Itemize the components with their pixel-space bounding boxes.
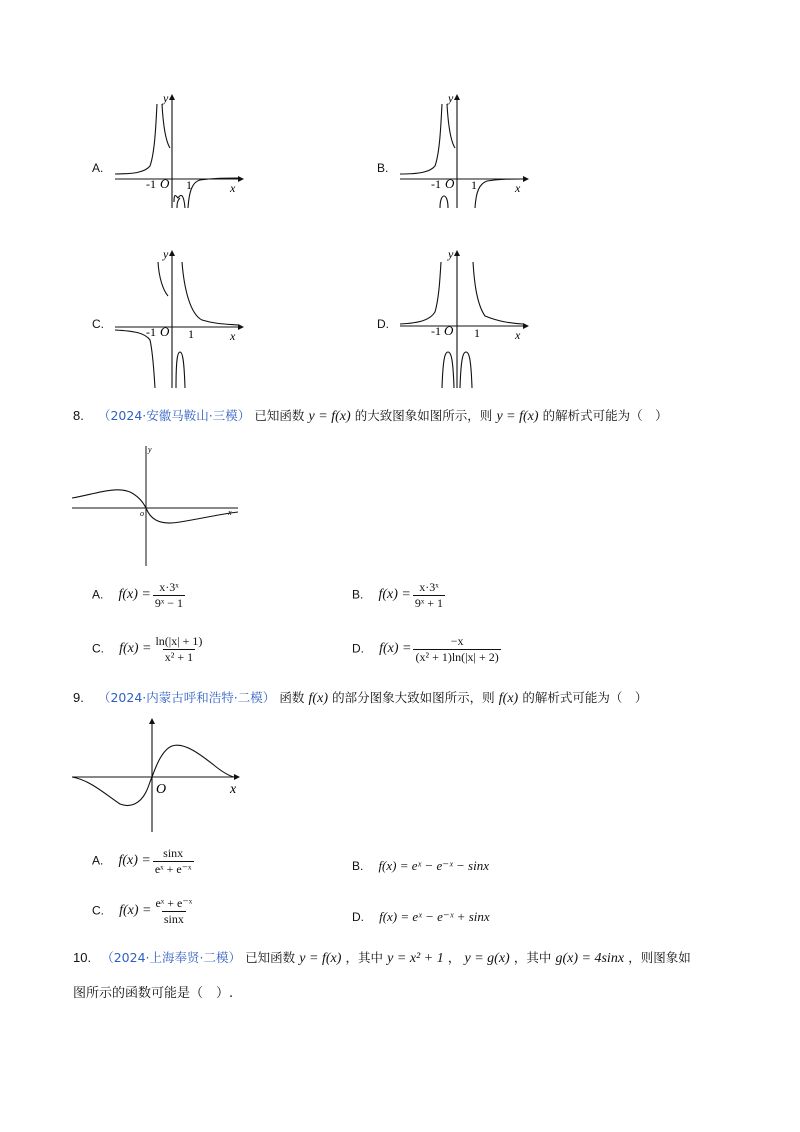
option-label: C. xyxy=(92,641,104,656)
option-label: C. xyxy=(92,317,104,331)
tick-1: 1 xyxy=(471,178,477,192)
option-label: D. xyxy=(352,910,364,924)
origin-label: O xyxy=(156,782,167,797)
fraction-numerator: −x xyxy=(450,634,464,648)
q8-stem xyxy=(73,406,668,425)
option-formula: f(x) = eˣ − e⁻ˣ + sinx xyxy=(379,909,490,924)
stem-formula: f(x) xyxy=(308,691,328,706)
y-axis-label: y xyxy=(448,92,454,105)
stem-text: 的大致图象如图所示，则 xyxy=(354,408,493,423)
q9-option-a xyxy=(92,846,194,877)
q7-graph-d xyxy=(395,248,530,390)
stem-formula: y = f(x) xyxy=(308,409,351,424)
origin-label: O xyxy=(160,176,170,191)
y-axis-label: y xyxy=(448,248,454,261)
stem-formula: f(x) xyxy=(498,691,519,706)
question-source: （2024·安徽马鞍山·三模） xyxy=(97,408,251,423)
option-label: D. xyxy=(352,641,364,656)
origin-label: o xyxy=(140,509,144,518)
fraction-numerator: eˣ + e⁻ˣ xyxy=(155,896,193,910)
option-formula: f(x) = eˣ − e⁻ˣ − sinx xyxy=(378,858,489,873)
x-axis-label: x xyxy=(230,329,236,343)
stem-text: ，则图象如 xyxy=(628,950,691,965)
q7-graph-a xyxy=(110,92,245,210)
stem-text: 的部分图象大致如图所示，则 xyxy=(332,690,495,705)
option-label: A. xyxy=(92,853,104,868)
tick-1: 1 xyxy=(474,326,480,340)
tick-neg1: -1 xyxy=(146,325,156,339)
tick-neg1: -1 xyxy=(146,177,156,191)
stem-text: ， xyxy=(447,950,461,965)
origin-label: O xyxy=(444,323,454,338)
formula-lhs: f(x) = xyxy=(118,587,151,603)
formula-lhs: f(x) = xyxy=(119,641,152,657)
y-axis-label: y xyxy=(163,92,169,105)
fraction-denominator: 9ˣ − 1 xyxy=(154,596,184,610)
q9-graph xyxy=(70,714,246,834)
x-axis-label: x xyxy=(230,782,237,797)
fraction-denominator: 9ˣ + 1 xyxy=(414,596,444,610)
stem-formula: y = g(x) xyxy=(464,951,510,966)
q8-option-d xyxy=(352,634,501,665)
stem-text: 已知函数 xyxy=(245,950,296,965)
x-axis-label: x xyxy=(515,181,521,195)
stem-formula: y = f(x) xyxy=(299,951,342,966)
q7-graph-c xyxy=(110,248,245,390)
tick-1: 1 xyxy=(188,327,194,341)
tick-1: 1 xyxy=(186,178,192,192)
option-label: B. xyxy=(352,859,364,873)
q8-option-c xyxy=(92,634,204,665)
stem-text: 函数 xyxy=(279,690,305,705)
origin-label: O xyxy=(445,176,455,191)
q8-graph xyxy=(70,442,242,568)
tick-neg1: -1 xyxy=(431,324,441,338)
fraction-denominator: eˣ + e⁻ˣ xyxy=(154,862,192,876)
option-label: A. xyxy=(92,587,104,602)
option-label: D. xyxy=(377,317,389,331)
q9-option-c xyxy=(92,896,194,927)
option-label: C. xyxy=(92,903,104,918)
q10-stem xyxy=(73,948,691,967)
stem-text: ，其中 xyxy=(513,950,552,965)
formula-lhs: f(x) = xyxy=(119,903,152,919)
stem-text: 的解析式可能为（ ） xyxy=(542,408,668,423)
question-number: 8. xyxy=(73,408,84,423)
fraction-numerator: x·3ˣ xyxy=(419,580,439,594)
fraction-numerator: x·3ˣ xyxy=(159,580,179,594)
q7-graph-b xyxy=(395,92,530,210)
question-number: 9. xyxy=(73,690,84,705)
option-label: A. xyxy=(92,161,104,175)
q9-stem xyxy=(73,688,647,707)
stem-text: 的解析式可能为（ ） xyxy=(522,690,648,705)
fraction-numerator: ln(|x| + 1) xyxy=(155,634,203,648)
q9-option-d xyxy=(352,906,490,925)
question-source: （2024·内蒙古呼和浩特·二模） xyxy=(97,690,276,705)
q10-stem-line2: 图所示的函数可能是（ ）. xyxy=(73,986,234,1001)
option-label: B. xyxy=(352,587,364,602)
x-axis-label: x xyxy=(230,181,236,195)
question-number: 10. xyxy=(73,950,92,965)
q8-option-b xyxy=(352,580,445,611)
fraction-denominator: (x² + 1)ln(|x| + 2) xyxy=(415,650,499,664)
y-axis-label: y xyxy=(163,248,169,261)
origin-label: O xyxy=(160,324,170,339)
question-source: （2024·上海奉贤·二模） xyxy=(101,950,241,965)
option-label: B. xyxy=(377,161,389,175)
fraction-denominator: x² + 1 xyxy=(164,650,194,664)
q8-option-a xyxy=(92,580,185,611)
stem-text: 已知函数 xyxy=(254,408,305,423)
fraction-denominator: sinx xyxy=(163,912,184,926)
stem-formula: y = f(x) xyxy=(496,409,539,424)
fraction-numerator: sinx xyxy=(163,846,184,860)
x-axis-label: x xyxy=(228,508,232,517)
formula-lhs: f(x) = xyxy=(378,587,411,603)
tick-neg1: -1 xyxy=(431,177,441,191)
formula-lhs: f(x) = xyxy=(118,853,151,869)
q9-option-b xyxy=(352,855,489,874)
x-axis-label: x xyxy=(515,328,521,342)
stem-text: ，其中 xyxy=(345,950,384,965)
stem-formula: g(x) = 4sinx xyxy=(555,951,625,966)
y-axis-label: y xyxy=(148,445,152,454)
formula-lhs: f(x) = xyxy=(379,641,412,657)
stem-formula: y = x² + 1 xyxy=(387,951,444,966)
